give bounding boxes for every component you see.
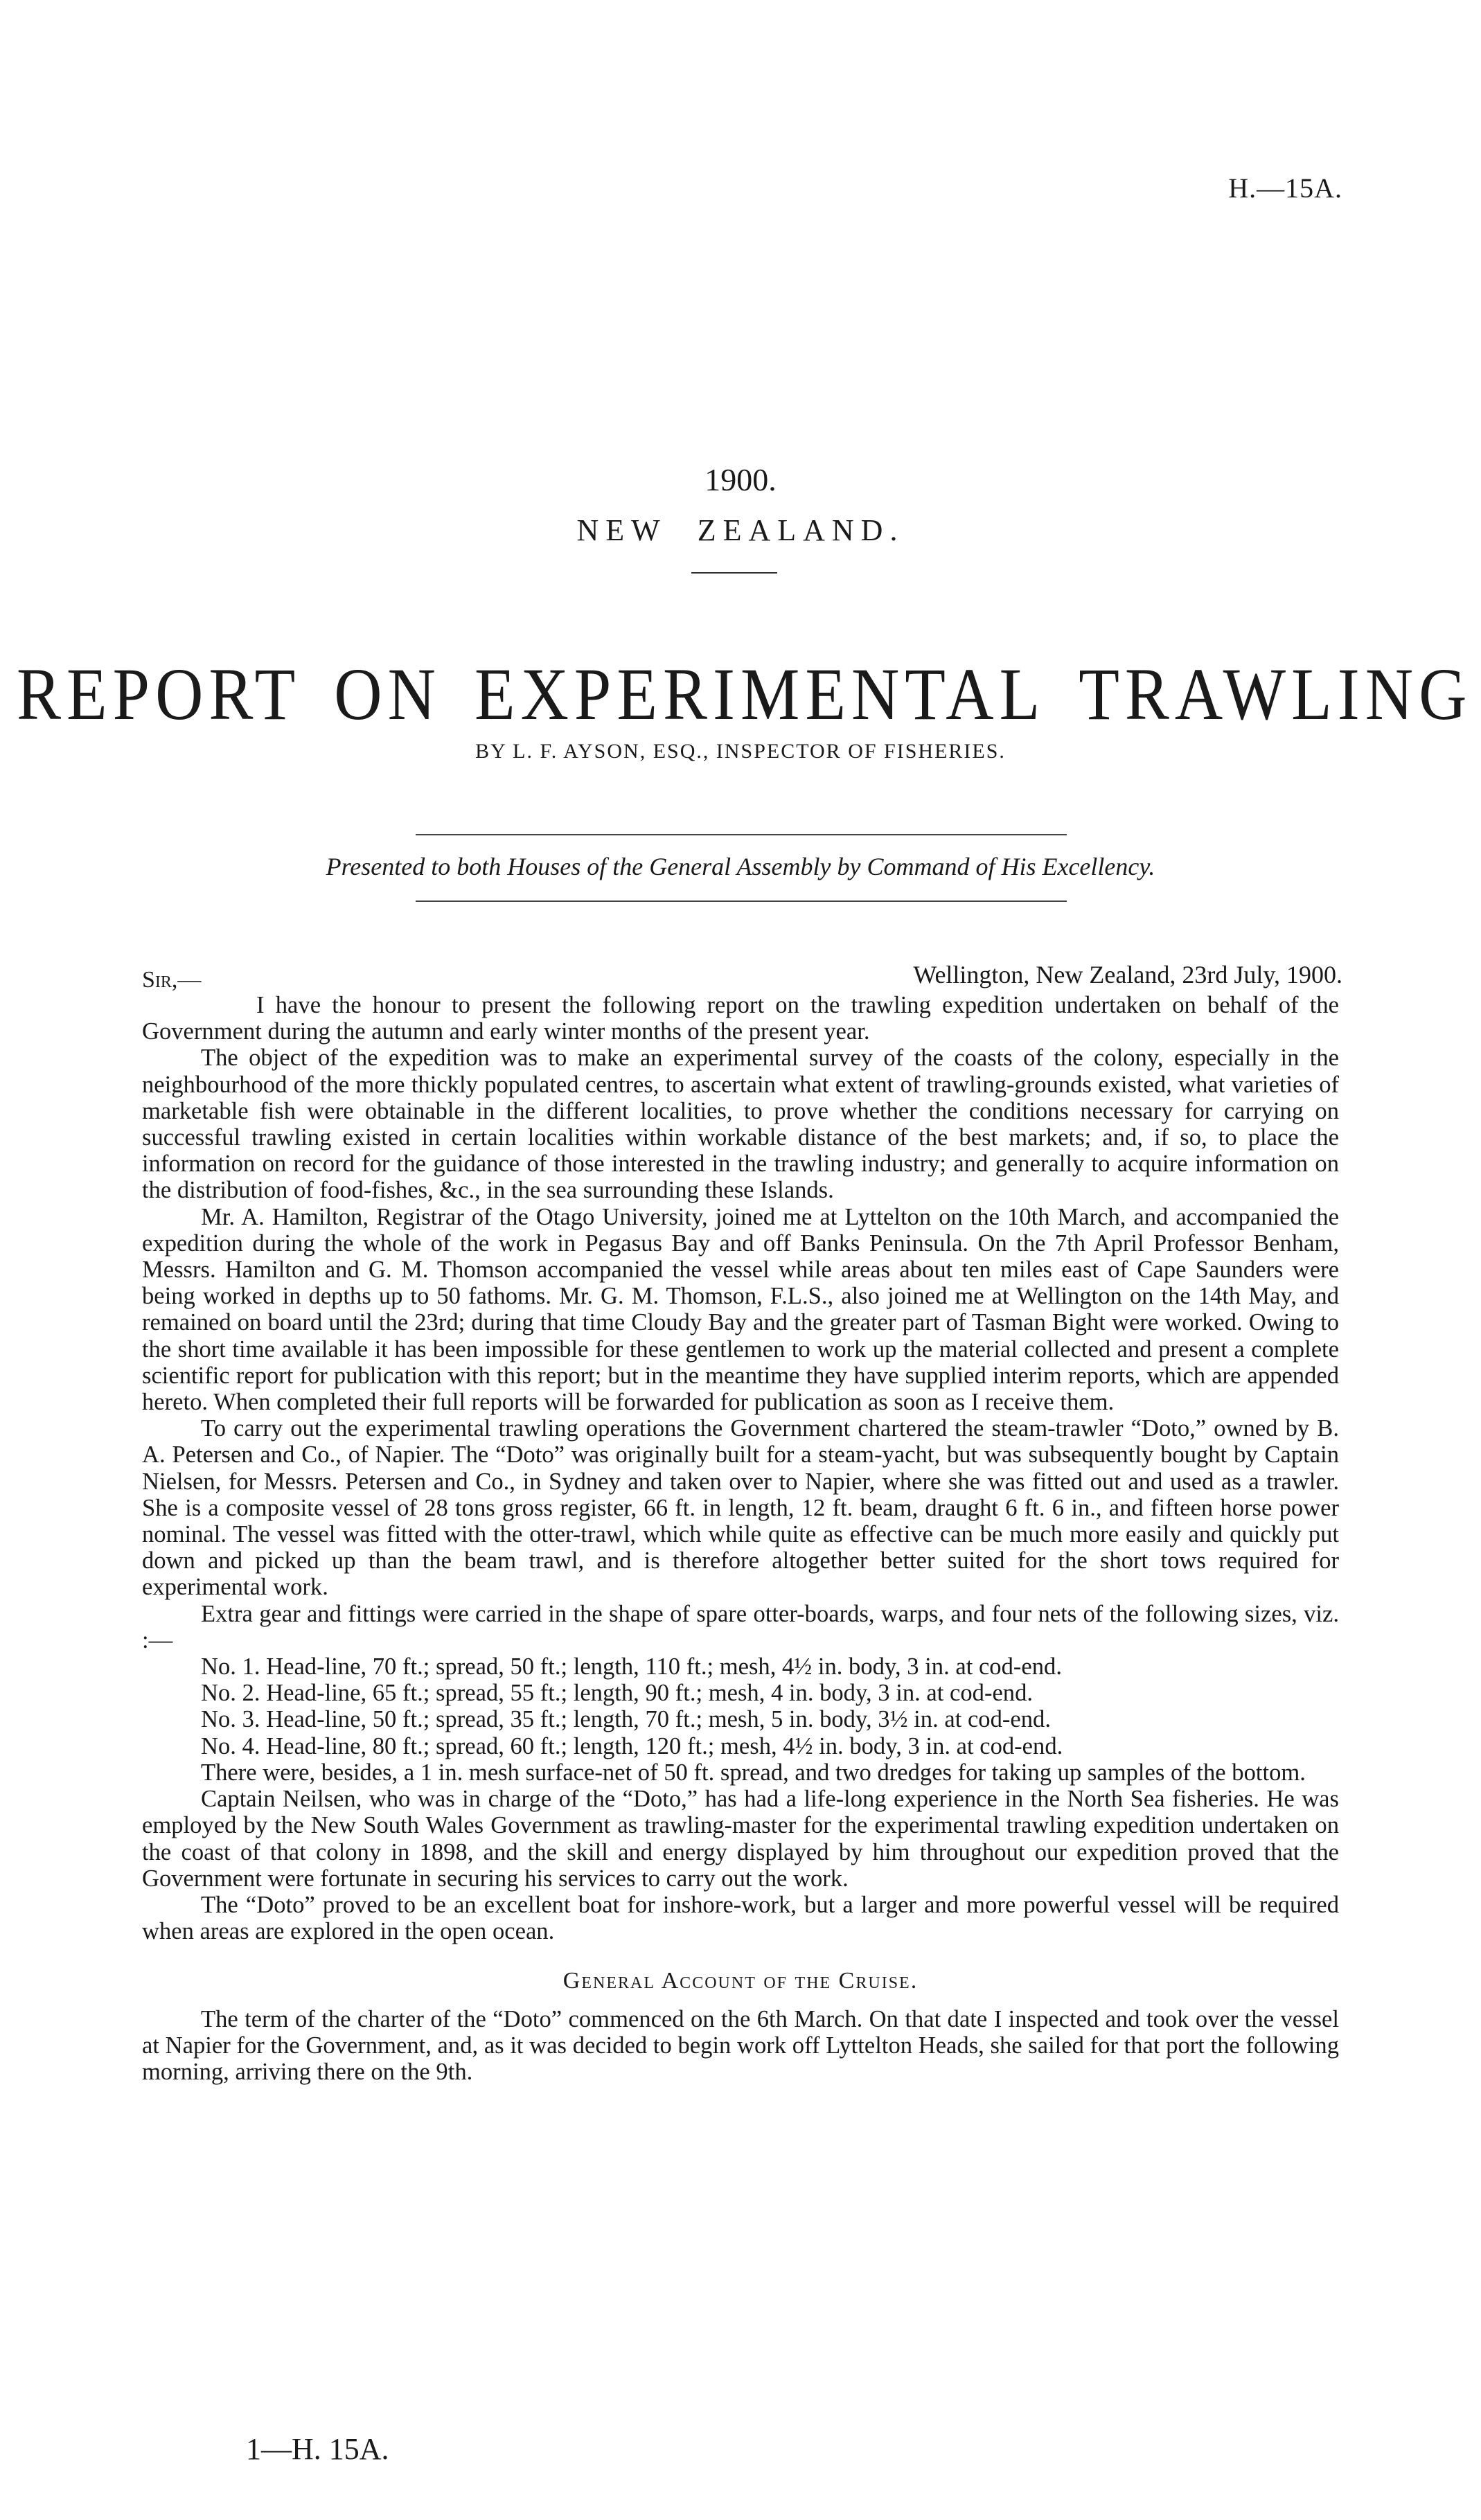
- section-heading: General Account of the Cruise.: [562, 1968, 919, 1994]
- net-spec-item: No. 1. Head-line, 70 ft.; spread, 50 ft.; length, 110 ft.; mesh, 4½ in. body, 3 in. at cod-end.: [201, 1653, 1062, 1680]
- title-word-3: EXPERIMENTAL: [474, 652, 1046, 736]
- country-heading: [0, 513, 1481, 548]
- net-spec-item: No. 3. Head-line, 50 ft.; spread, 35 ft.; length, 70 ft.; mesh, 5 in. body, 3½ in. at cod-end.: [201, 1706, 1051, 1733]
- paragraph: To carry out the experimental trawling operations the Government chartered the steam-trawler “Doto,” owned by B. A. Petersen and Co., of Napier. The “Doto” was originally built for a steam-yacht, but was subsequently bought by Captain Nielsen, for Messrs. Petersen and Co., in Sydney and taken over to Napier, where she was fitted out and used as a trawler. She is a composite vessel of 28 tons gross register, 66 ft. in length, 12 ft. beam, draught 6 ft. 6 in., and fifteen horse power nominal. The vessel was fitted with the otter-trawl, which while quite as effective can be much more easily and quickly put down and picked up than the beam trawl, and is therefore altogether better suited for the short tows required for experimental work.: [142, 1415, 1339, 1601]
- country-word-1: NEW: [576, 513, 667, 547]
- net-spec-item: No. 4. Head-line, 80 ft.; spread, 60 ft.; length, 120 ft.; mesh, 4½ in. body, 3 in. at cod-end.: [201, 1732, 1063, 1759]
- paragraph: The object of the expedition was to make an experimental survey of the coasts of the colony, especially in the neighbourhood of the more thickly populated centres, to ascertain what extent of trawling-grounds existed, what varieties of marketable fish were obtainable in the different localities, to prove whether the conditions necessary for carrying on successful trawling existed in certain localities within workable distance of the best markets; and, if so, to place the information on record for the guidance of those interested in the trawling industry; and generally to acquire information on the distribution of food-fishes, &c., in the sea surrounding these Islands.: [142, 1045, 1339, 1204]
- salutation: Sir,—: [142, 967, 202, 993]
- page-signature: 1—H. 15A.: [246, 2432, 389, 2466]
- country-word-2: ZEALAND.: [697, 513, 905, 547]
- paragraph: The term of the charter of the “Doto” commenced on the 6th March. On that date I inspected and took over the vessel at Napier for the Government, and, as it was decided to begin work off Lyttelton Heads, she sailed for that port the following morning, arriving there on the 9th.: [142, 2005, 1339, 2085]
- publication-year: 1900.: [704, 462, 777, 497]
- short-divider: [691, 572, 777, 574]
- title-word-1: REPORT: [17, 652, 301, 736]
- paragraph: There were, besides, a 1 in. mesh surface-net of 50 ft. spread, and two dredges for taking up samples of the bottom.: [201, 1759, 1306, 1786]
- net-spec-item: No. 2. Head-line, 65 ft.; spread, 55 ft.; length, 90 ft.; mesh, 4 in. body, 3 in. at cod-end.: [201, 1680, 1034, 1707]
- title-word-2: ON: [334, 652, 441, 736]
- author-byline: BY L. F. AYSON, ESQ., INSPECTOR OF FISHERIES.: [475, 740, 1006, 763]
- paragraph: I have the honour to present the following report on the trawling expedition undertaken on behalf of the Government during the autumn and early winter months of the present year.: [142, 992, 1339, 1045]
- lower-divider: [416, 900, 1067, 902]
- document-reference: H.—15A.: [1228, 172, 1342, 204]
- dateline: Wellington, New Zealand, 23rd July, 1900.: [913, 961, 1342, 988]
- presented-line: Presented to both Houses of the General Assembly by Command of His Excellency.: [326, 853, 1155, 880]
- paragraph: Mr. A. Hamilton, Registrar of the Otago University, joined me at Lyttelton on the 10th March, and accompanied the expedition during the whole of the work in Pegasus Bay and off Banks Peninsula. On the 7th April Professor Benham, Messrs. Hamilton and G. M. Thomson accompanied the vessel while areas about ten miles east of Cape Saunders were being worked in depths up to 50 fathoms. Mr. G. M. Thomson, F.L.S., also joined me at Wellington on the 14th May, and remained on board until the 23rd; during that time Cloudy Bay and the greater part of Tasman Bight were worked. Owing to the short time available it has been impossible for these gentlemen to work up the material collected and present a complete scientific report for publication with this report; but in the meantime they have supplied interim reports, which are appended hereto. When completed their full reports will be forwarded for publication as soon as I receive them.: [142, 1203, 1339, 1416]
- paragraph: The “Doto” proved to be an excellent boat for inshore-work, but a larger and more powerful vessel will be required when areas are explored in the open ocean.: [142, 1891, 1339, 1945]
- title-word-4: TRAWLING: [1079, 652, 1473, 736]
- upper-divider: [416, 834, 1067, 835]
- paragraph: Extra gear and fittings were carried in the shape of spare otter-boards, warps, and four nets of the following sizes, viz. :—: [142, 1600, 1339, 1653]
- report-title: [0, 650, 1481, 736]
- paragraph: Captain Neilsen, who was in charge of the “Doto,” has had a life-long experience in the North Sea fisheries. He was employed by the New South Wales Government as trawling-master for the experimental trawling expedition undertaken on the coast of that colony in 1898, and the skill and energy displayed by him throughout our expedition proved that the Government were fortunate in securing his services to carry out the work.: [142, 1786, 1339, 1892]
- letter-body: [142, 992, 1339, 2085]
